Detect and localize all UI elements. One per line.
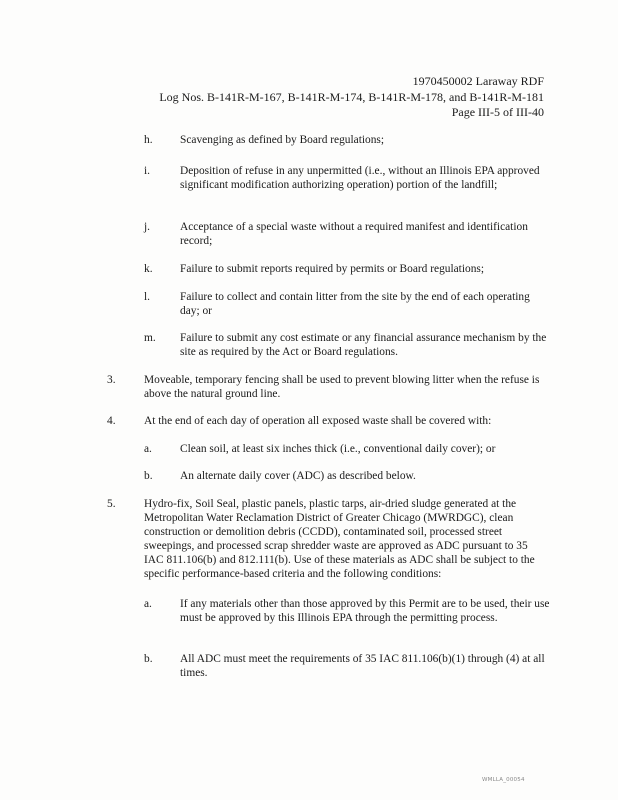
item-label: a. [144,443,152,455]
item-text: At the end of each day of operation all exposed waste shall be covered with: [144,415,492,427]
item-label: a. [144,598,152,610]
header-log-numbers: Log Nos. B-141R-M-167, B-141R-M-174, B-141R-M-178, and B-141R-M-181 [159,89,544,104]
item-text: Hydro-fix, Soil Seal, plastic panels, plastic tarps, air-dried sludge generated at the Metropolitan Water Reclamation District of Greater Chicago (MWRDGC), clean construction or demolition debris (CCDD), contaminated soil, processed street sweepings, and processed scrap shredder waste are approved as ADC pursuant to 35 IAC 811.106(b) and 812.111(b). Use of these materials as ADC shall be subject to the specific performance-based criteria and the following conditions: [144,498,535,580]
item-label: 3. [107,374,116,386]
item-label: h. [144,134,153,146]
bates-stamp: WMLLA_00054 [482,777,525,783]
item-label: l. [144,291,151,303]
item-text: Failure to collect and contain litter from the site by the end of each operating day; or [180,291,530,317]
item-text: If any materials other than those approved by this Permit are to be used, their use must be approved by this Illinois EPA through the permitting process. [180,598,550,624]
item-text: All ADC must meet the requirements of 35 IAC 811.106(b)(1) through (4) at all times. [180,653,545,679]
item-label: b. [144,470,153,482]
header-page-number: Page III-5 of III-40 [451,105,544,119]
item-text: Failure to submit any cost estimate or any financial assurance mechanism by the site as required by the Act or Board regulations. [180,332,547,358]
page-header [159,74,544,121]
item-text: Moveable, temporary fencing shall be used to prevent blowing litter when the refuse is above the natural ground line. [144,374,540,400]
item-text: Acceptance of a special waste without a required manifest and identification record; [180,221,528,247]
item-label: i. [144,165,151,177]
item-label: 4. [107,415,116,427]
header-site-id: 1970450002 Laraway RDF [412,74,544,88]
item-text: Failure to submit reports required by permits or Board regulations; [180,263,485,275]
item-label: b. [144,653,153,665]
item-text: Scavenging as defined by Board regulations; [180,134,385,146]
item-text: An alternate daily cover (ADC) as described below. [180,470,416,482]
item-text: Clean soil, at least six inches thick (i.e., conventional daily cover); or [180,443,496,455]
item-label: j. [144,221,151,233]
item-label: m. [144,332,156,344]
item-label: k. [144,263,153,275]
item-text: Deposition of refuse in any unpermitted (i.e., without an Illinois EPA approved significant modification authorizing operation) portion of the landfill; [180,165,540,191]
item-label: 5. [107,498,116,510]
